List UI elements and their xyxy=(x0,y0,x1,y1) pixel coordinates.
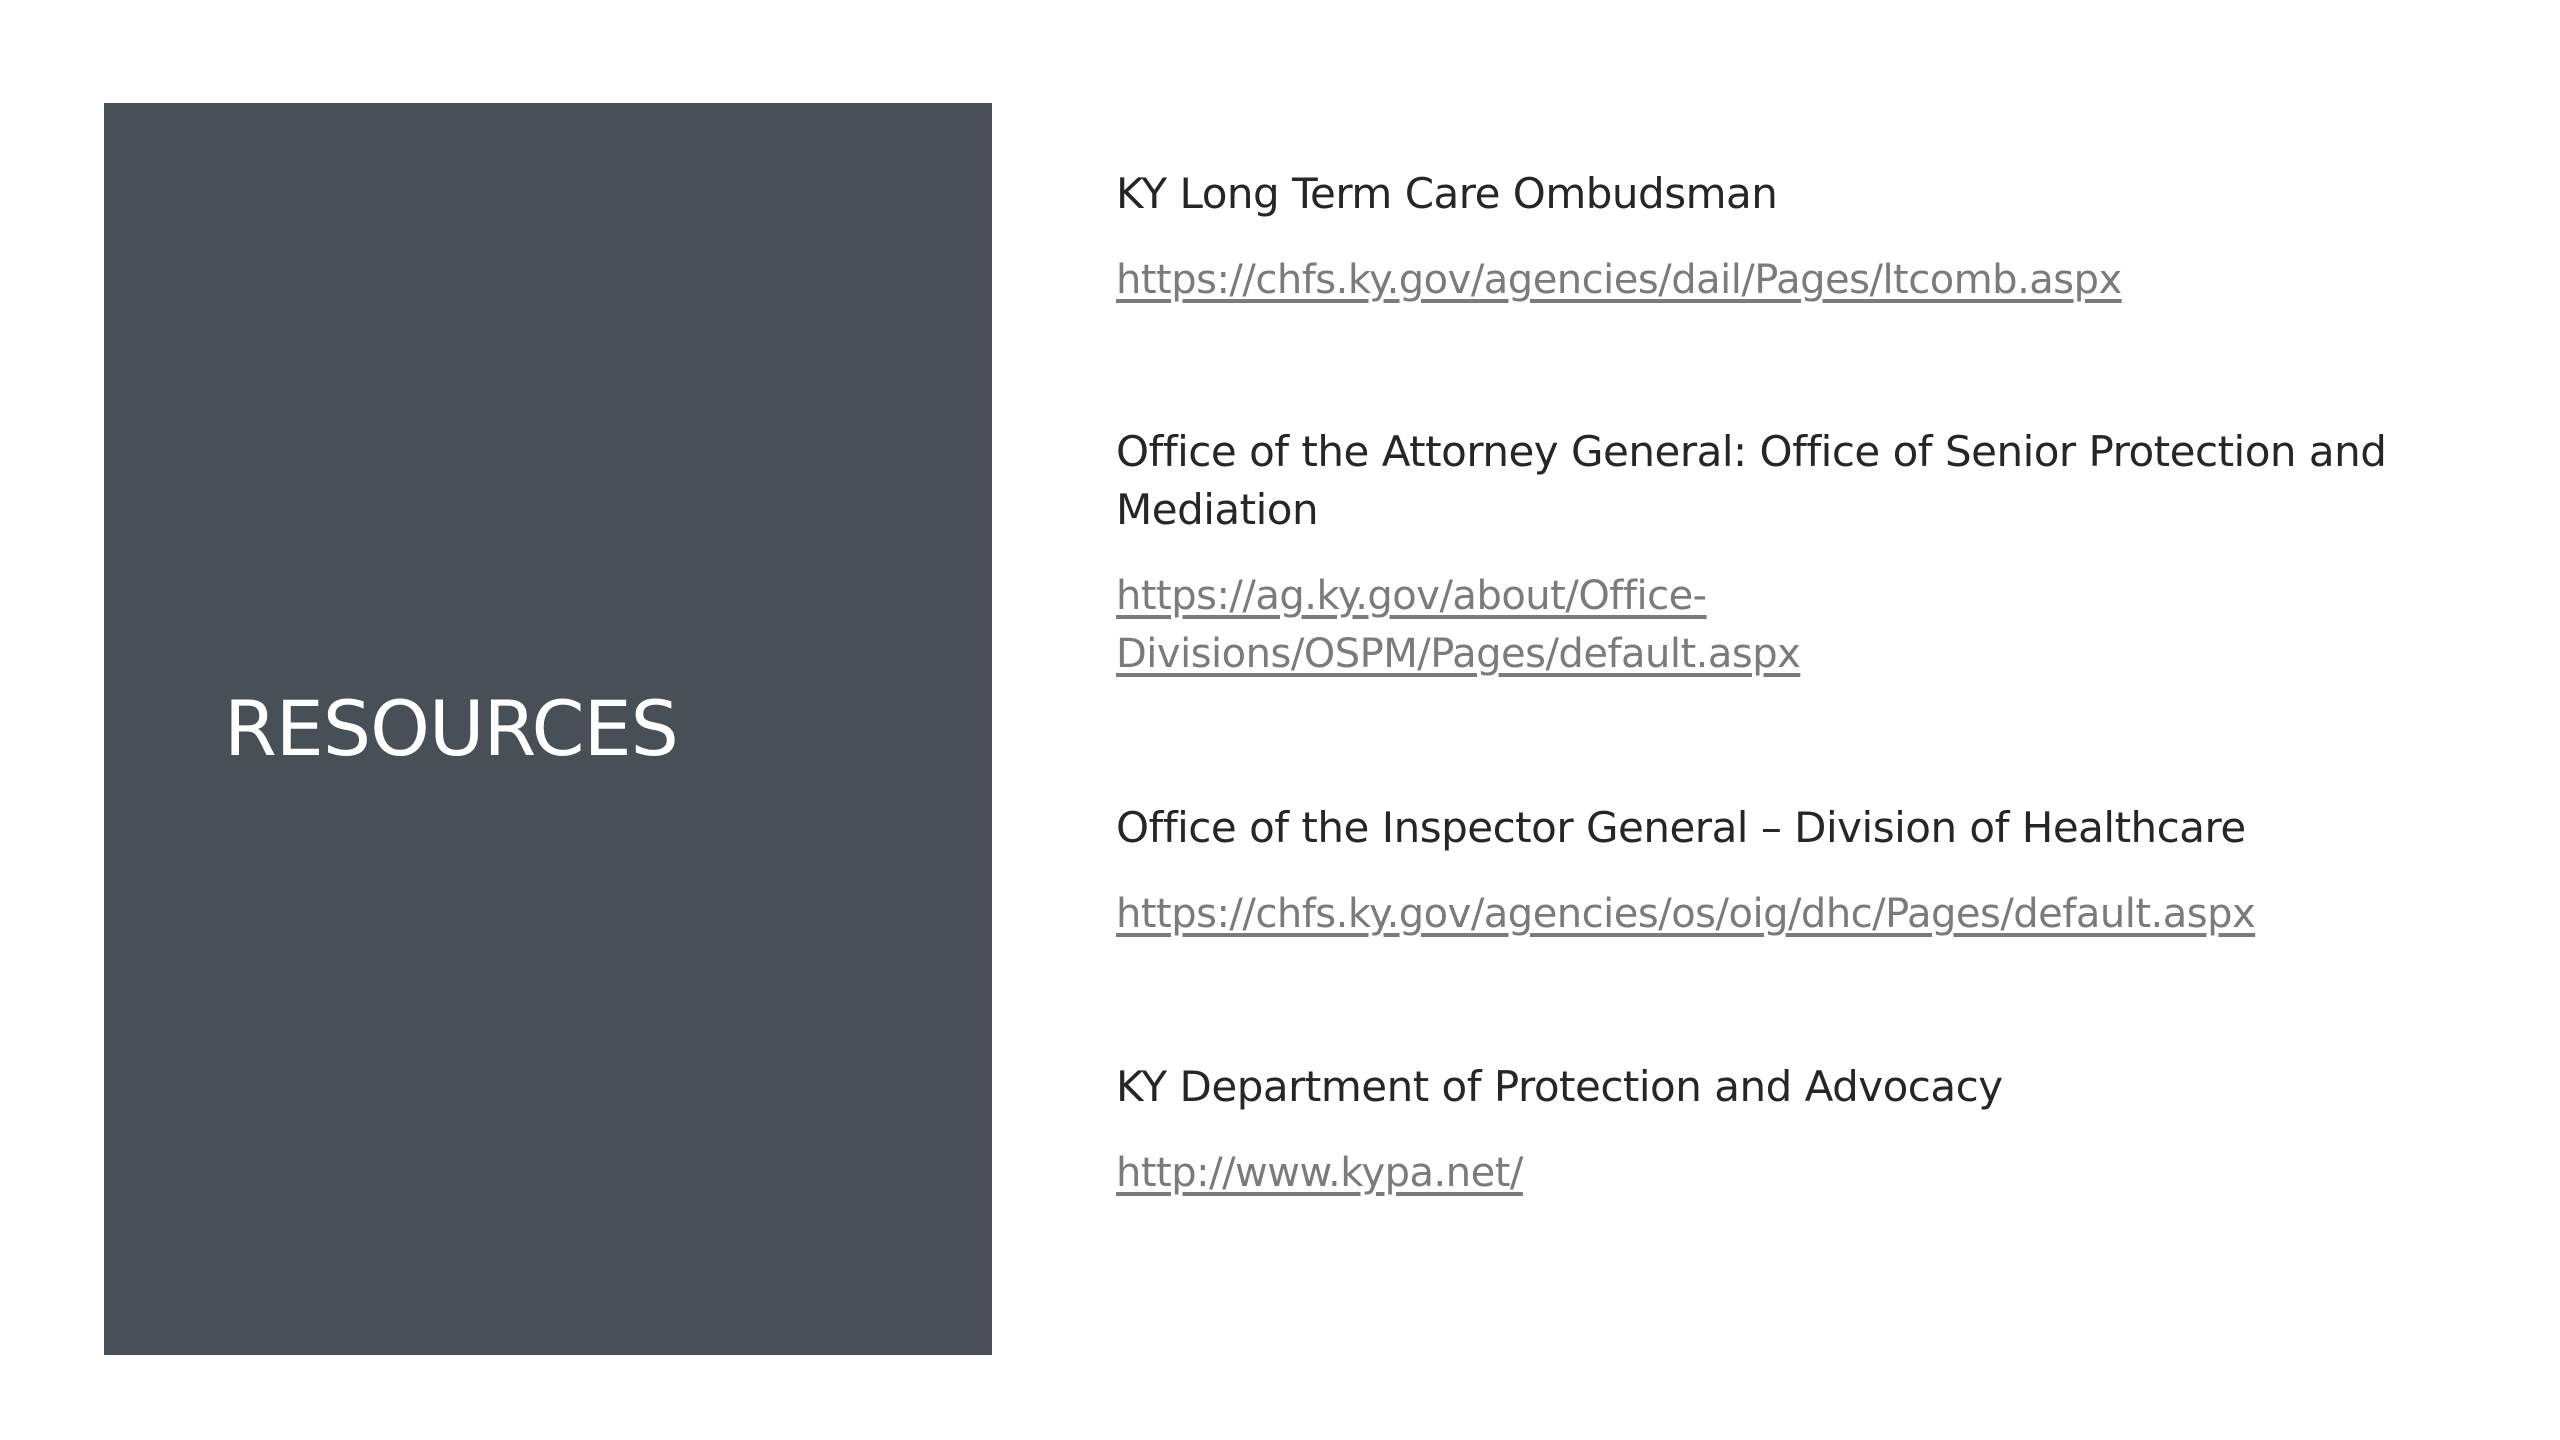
slide-title: RESOURCES xyxy=(224,684,678,773)
resource-link-line-2: Divisions/OSPM/Pages/default.aspx xyxy=(1116,631,1801,677)
resource-title: KY Long Term Care Ombudsman xyxy=(1116,169,1778,218)
resource-link-line-1: https://ag.ky.gov/about/Office- xyxy=(1116,573,1707,619)
resource-link[interactable]: http://www.kypa.net/ xyxy=(1116,1150,1523,1196)
resource-item-ombudsman xyxy=(1116,165,2446,309)
resource-link[interactable]: https://chfs.ky.gov/agencies/dail/Pages/ltcomb.aspx xyxy=(1116,257,2122,303)
resource-item-inspector-general xyxy=(1116,799,2446,943)
resource-item-attorney-general xyxy=(1116,423,2446,683)
resource-link[interactable] xyxy=(1116,567,2446,683)
resource-item-protection-advocacy xyxy=(1116,1058,2446,1202)
resource-link[interactable]: https://chfs.ky.gov/agencies/os/oig/dhc/Pages/default.aspx xyxy=(1116,891,2256,937)
resource-title: Office of the Attorney General: Office of Senior Protection and Mediation xyxy=(1116,427,2387,534)
side-panel xyxy=(104,103,992,1355)
resource-title: KY Department of Protection and Advocacy xyxy=(1116,1062,2003,1111)
resource-title: Office of the Inspector General – Division of Healthcare xyxy=(1116,803,2246,852)
